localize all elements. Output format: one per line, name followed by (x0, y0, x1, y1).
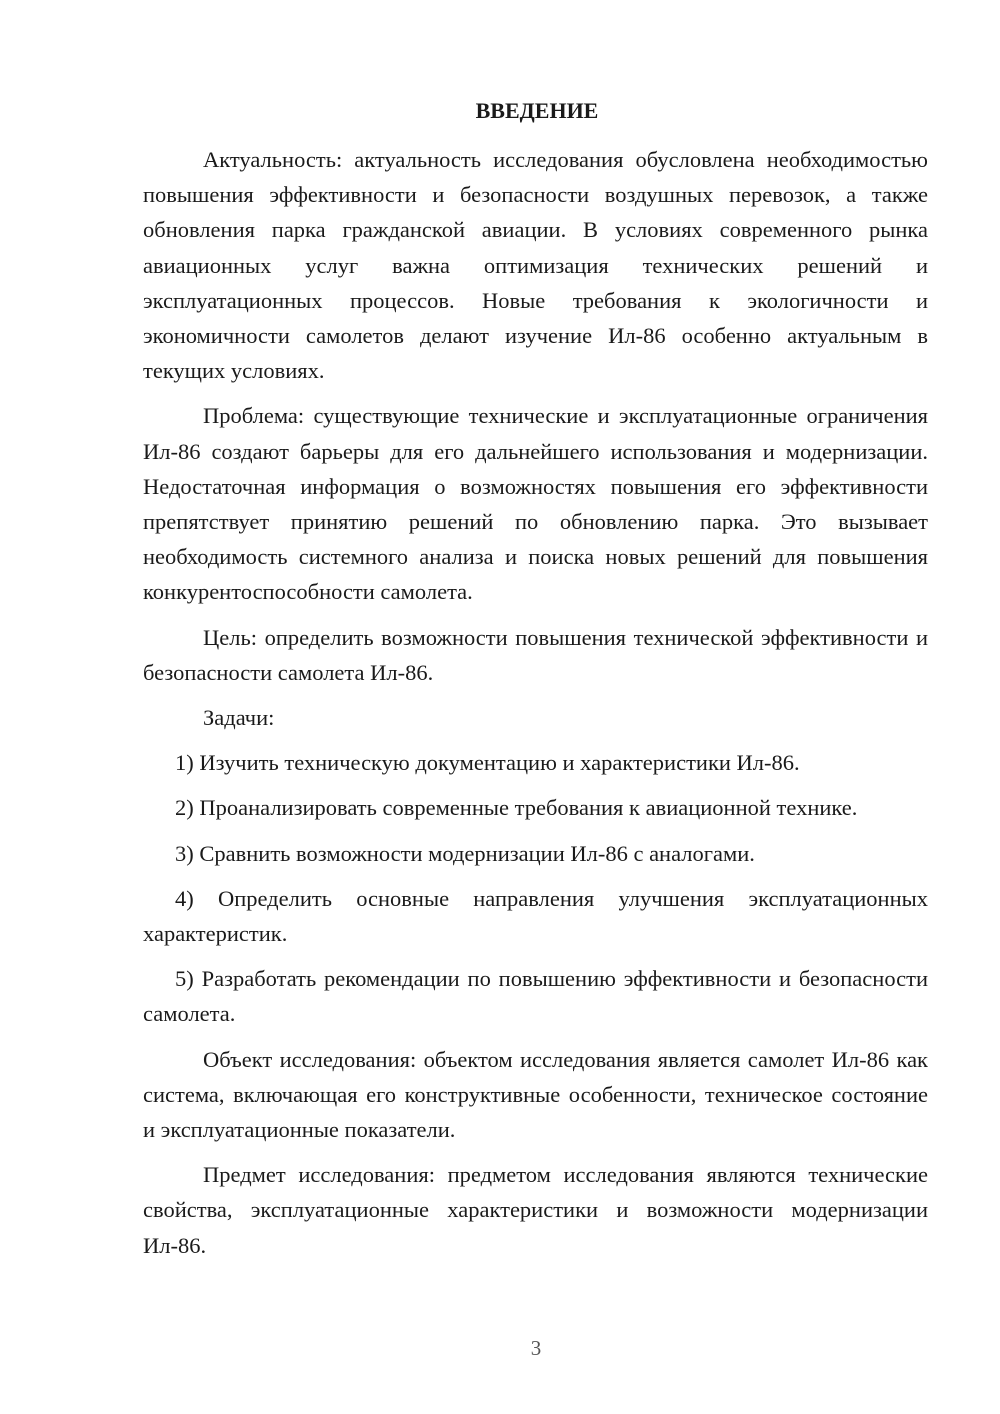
paragraph-object: Объект исследования: объектом исследования является самолет Ил-86 как система, включающая его конструктивные особенности, техническое состояние и эксплуатационные показатели. (143, 1046, 928, 1143)
task-item-4: 4) Определить основные направления улучшения эксплуатационных характеристик. (143, 885, 928, 947)
paragraph-tasks-heading: Задачи: (203, 705, 275, 731)
paragraph-relevance: Актуальность: актуальность исследования обусловлена необходимостью повышения эффективности и безопасности воздушных перевозок, а также обновления парка гражданской авиации. В условиях современного рынка авиационных услуг важна оптимизация технических решений и эксплуатационных процессов. Новые требования к экологичности и экономичности самолетов делают изучение Ил-86 особенно актуальным в текущих условиях. (143, 147, 928, 384)
task-item-3: 3) Сравнить возможности модернизации Ил-86 с аналогами. (175, 840, 755, 866)
page-number: 3 (530, 1336, 542, 1360)
task-item-5: 5) Разработать рекомендации по повышению эффективности и безопасности самолета. (143, 966, 928, 1027)
task-item-1: 1) Изучить техническую документацию и характеристики Ил-86. (175, 750, 800, 776)
paragraph-subject: Предмет исследования: предметом исследования являются технические свойства, эксплуатационные характеристики и возможности модернизации Ил-86. (143, 1162, 928, 1258)
task-item-2: 2) Проанализировать современные требования к авиационной технике. (175, 795, 858, 821)
page-title: ВВЕДЕНИЕ (475, 98, 599, 123)
document-page (143, 96, 928, 1273)
paragraph-goal: Цель: определить возможности повышения технической эффективности и безопасности самолета Ил-86. (143, 624, 928, 685)
paragraph-problem: Проблема: существующие технические и эксплуатационные ограничения Ил-86 создают барьеры для его дальнейшего использования и модернизации. Недостаточная информация о возможностях повышения его эффективности препятствует принятию решений по обновлению парка. Это вызывает необходимость системного анализа и поиска новых решений для повышения конкурентоспособности самолета. (143, 403, 928, 605)
